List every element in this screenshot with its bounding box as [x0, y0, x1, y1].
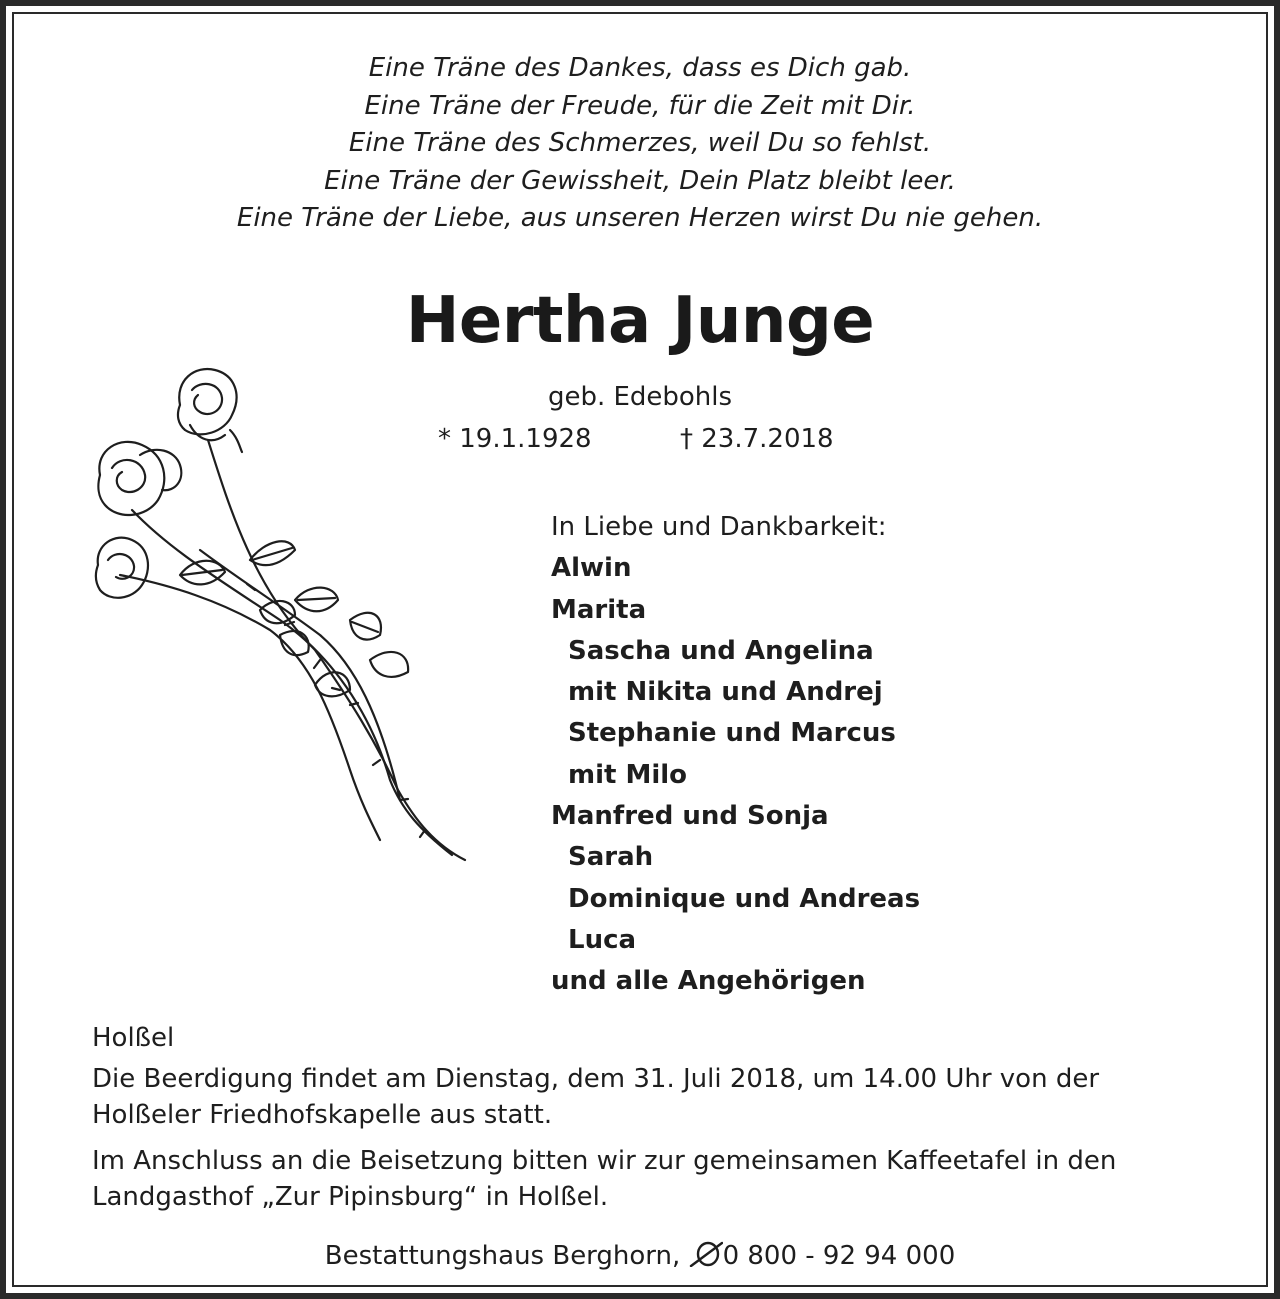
phone-number: 0 800 - 92 94 000	[722, 1241, 956, 1271]
poem-line: Eine Träne der Gewissheit, Dein Platz bleibt leer.	[324, 165, 956, 196]
phone-icon	[689, 1241, 723, 1267]
family-list	[551, 507, 920, 1003]
family-member: Alwin	[551, 553, 632, 584]
family-intro: In Liebe und Dankbarkeit:	[551, 512, 887, 542]
poem-line: Eine Träne der Liebe, aus unseren Herzen wirst Du nie gehen.	[236, 203, 1044, 233]
birth-date: * 19.1.1928	[438, 424, 592, 454]
reception-notice: Im Anschluss an die Beisetzung bitten wir zur gemeinsamen Kaffeetafel in den Landgasthof „Zur Pipinsburg“ in Holßel.	[92, 1146, 1117, 1212]
family-member: Manfred und Sonja	[551, 801, 829, 832]
place: Holßel	[92, 1023, 175, 1053]
family-member: Sascha und Angelina	[568, 635, 874, 666]
poem-line: Eine Träne des Dankes, dass es Dich gab.	[368, 53, 912, 83]
family-member: und alle Angehörigen	[551, 966, 866, 997]
deceased-name: Hertha Junge	[405, 284, 875, 358]
family-member: mit Milo	[568, 759, 688, 790]
poem-line: Eine Träne des Schmerzes, weil Du so fehlst.	[348, 128, 932, 158]
family-member: Stephanie und Marcus	[568, 718, 896, 749]
funeral-home-line	[0, 1238, 1280, 1274]
family-member: Luca	[568, 924, 637, 955]
maiden-name: geb. Edebohls	[547, 382, 733, 412]
poem	[0, 50, 1280, 238]
family-member: Marita	[551, 594, 647, 625]
funeral-home-name: Bestattungshaus Berghorn,	[324, 1241, 681, 1271]
family-member: mit Nikita und Andrej	[568, 677, 883, 708]
funeral-notice: Die Beerdigung findet am Dienstag, dem 31. Juli 2018, um 14.00 Uhr von der Holßeler Friedhofskapelle aus statt.	[92, 1064, 1100, 1130]
death-date: † 23.7.2018	[680, 424, 834, 454]
roses-drawing-icon	[80, 360, 480, 870]
family-member: Sarah	[568, 842, 654, 873]
family-member: Dominique und Andreas	[568, 883, 921, 914]
poem-line: Eine Träne der Freude, für die Zeit mit Dir.	[364, 90, 916, 121]
